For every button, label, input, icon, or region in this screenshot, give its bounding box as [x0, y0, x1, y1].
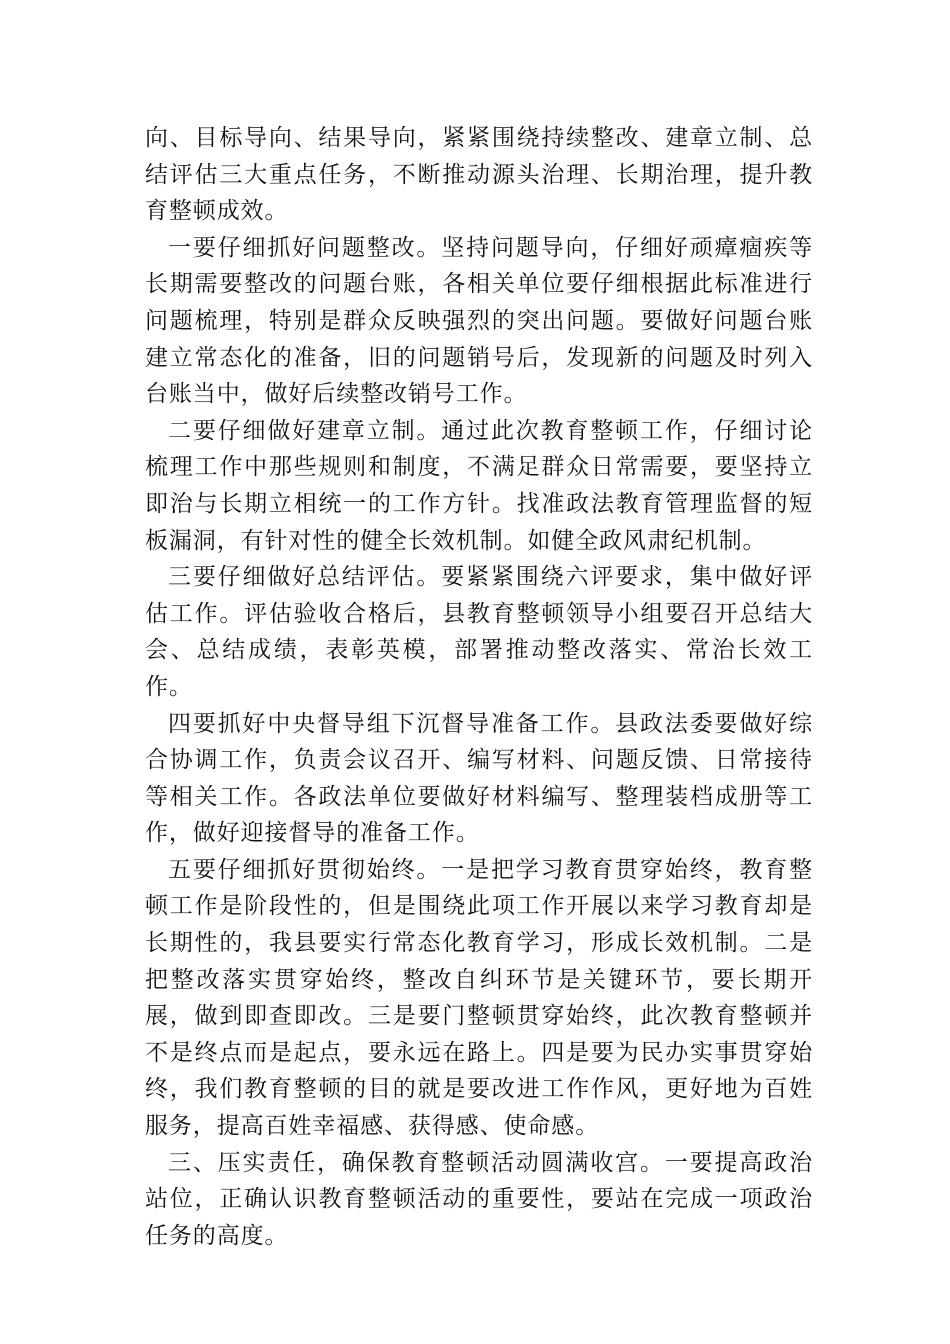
- paragraph-problem-rectification: 一要仔细抓好问题整改。坚持问题导向，仔细好顽瘴痼疾等长期需要整改的问题台账，各相关单位要仔细根据此标准进行问题梳理，特别是群众反映强烈的突出问题。要做好问题台账建立常态化的准备，旧的问题销号后，发现新的问题及时列入台账当中，做好后续整改销号工作。: [145, 234, 813, 408]
- paragraph-throughout: 五要仔细抓好贯彻始终。一是把学习教育贯穿始终，教育整顿工作是阶段性的，但是围绕此项工作开展以来学习教育却是长期性的，我县要实行常态化教育学习，形成长效机制。二是把整改落实贯穿始终，整改自纠环节是关键环节，要长期开展，做到即查即改。三是要门整顿贯穿始终，此次教育整顿并不是终点而是起点，要永远在路上。四是要为民办实事贯穿始终，我们教育整顿的目的就是要改进工作作风，更好地为百姓服务，提高百姓幸福感、获得感、使命感。: [145, 856, 813, 1140]
- paragraph-responsibility: 三、压实责任，确保教育整顿活动圆满收宫。一要提高政治站位，正确认识教育整顿活动的重要性，要站在完成一项政治任务的高度。: [145, 1149, 813, 1249]
- paragraph-rules-building: 二要仔细做好建章立制。通过此次教育整顿工作，仔细讨论梳理工作中那些规则和制度，不满足群众日常需要，要坚持立即治与长期立相统一的工作方针。找准政法教育管理监督的短板漏洞，有针对性的健全长效机制。如健全政风肃纪机制。: [145, 417, 813, 554]
- document-body: [145, 120, 813, 1254]
- paragraph-supervision-preparation: 四要抓好中央督导组下沉督导准备工作。县政法委要做好综合协调工作，负责会议召开、编写材料、问题反馈、日常接待等相关工作。各政法单位要做好材料编写、整理装档成册等工作，做好迎接督导的准备工作。: [145, 710, 813, 847]
- paragraph-summary-evaluation: 三要仔细做好总结评估。要紧紧围绕六评要求，集中做好评估工作。评估验收合格后，县教育整顿领导小组要召开总结大会、总结成绩，表彰英模，部署推动整改落实、常治长效工作。: [145, 564, 813, 700]
- paragraph-continuation: 向、目标导向、结果导向，紧紧围绕持续整改、建章立制、总结评估三大重点任务，不断推动源头治理、长期治理，提升教育整顿成效。: [145, 125, 813, 225]
